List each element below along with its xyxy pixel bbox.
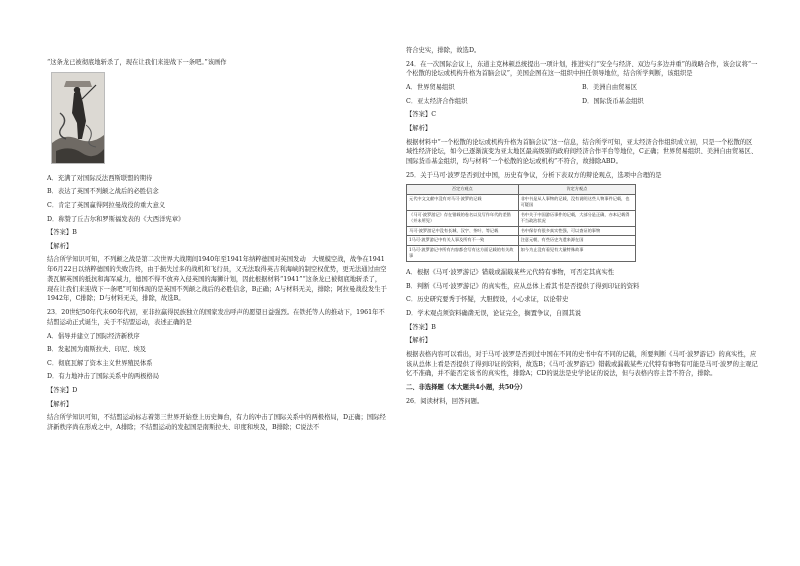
left-column xyxy=(47,58,387,437)
q25-option-d: D．学术观点须资料确凿无误，论证完全，搁置争议，自圆其说 xyxy=(406,309,582,317)
q25-option-a: A．根据《马可·波罗游记》错载或漏载某些元代特有事物，可否定其真实性 xyxy=(406,268,615,276)
q23-answer: 【答案】D xyxy=(47,387,78,395)
prev-analysis-title: 【解析】 xyxy=(47,242,73,250)
q25-stem: 25．关于马可·波罗是否到过中国，历史有争议，分析下表双方的辩论观点，选项中合理的是 xyxy=(406,171,662,179)
prev-option-d: D．称赞了丘吉尔和罗斯福发表的《大西洋宪章》 xyxy=(47,215,185,223)
table-cell: 书中关于中国游历事件的记载，大部分是正确，亦本记载得不当政治状况 xyxy=(518,210,635,226)
q25-option-b: B．判断《马可·波罗游记》的真实性，应从总体上看其书是否提供了得到印证的资料 xyxy=(406,282,640,290)
table-header-cell: 肯定方观点 xyxy=(518,185,635,195)
prev-analysis: 结合所学知识可知，不列颠之战是第二次世界大战期间1940年至1941年纳粹德国对英国发动 大规模空战，战争在1941年6月22日以纳粹德国的失败告终，由于损失过多的战机和飞行员，又无法取得英吉利海峡的制空权优势，更无法通过由空袭瓦解英国的抵抗和海军威力，德国不得不放弃入侵英国的海狮计划，因此根据材料“1941”“这条龙已被彻底地斩杀了，现在让我们来迎战下一条吧”可知体现的是英国不列颠之战后的必胜信念，B正确；A与材料无关，排除；阿拉曼战役发生于1942年，C排除；D与材料无关，排除，故选B。 xyxy=(47,256,387,303)
table-cell: 《马可·波罗游记》存在错载的卷名以及写作年代的差错（并未所见） xyxy=(407,210,519,226)
table-cell: 如今为止没有看见有大量特殊故事 xyxy=(518,245,635,261)
q24-option-c: C．亚太经济合作组织 xyxy=(406,97,468,105)
table-cell: 元代中文文献中没有对马可·波罗的记载 xyxy=(407,194,519,210)
table-row xyxy=(407,194,636,210)
q24-answer: 【答案】C xyxy=(406,111,437,119)
political-cartoon-image xyxy=(51,72,105,164)
q25-answer: 【答案】B xyxy=(406,323,436,331)
table-cell: 注意元朝，有些历史为遗来源在国 xyxy=(518,236,635,246)
q26-stem: 26．阅读材料，回答问题。 xyxy=(406,397,484,405)
table-header-cell: 否定方观点 xyxy=(407,185,519,195)
q23-option-c: C．彻底瓦解了资本主义世界殖民体系 xyxy=(47,359,153,367)
prev-option-b: B．表达了英国不列颠之战后的必胜信念 xyxy=(47,188,159,196)
table-cell: 书中保存有很多真实性强，可以查证的事物 xyxy=(518,226,635,236)
q24-option-a: A．世界贸易组织 xyxy=(406,84,455,92)
q23-option-d: D．有力地冲击了国际关系中的两极格局 xyxy=(47,373,160,381)
continued-text: 符合史实，排除，故选D。 xyxy=(406,47,481,54)
table-cell: 1马可·波罗游记中所有内容都会写有这方面记载的有关故事 xyxy=(407,245,519,261)
q23-stem: 23．20世纪50年代末60年代初，亚非拉赢得民族独立的国家发出呼声的愿望日益强烈。在铁托等人的推动下，1961年不结盟运动正式诞生，关于不结盟运动，表述正确的是 xyxy=(47,309,385,326)
q23-analysis-title: 【解析】 xyxy=(47,400,73,408)
table-cell: 非中书是从人事物的记载，没有说明这些人物事件记载，也可疑国 xyxy=(518,194,635,210)
prev-answer: 【答案】B xyxy=(47,229,77,237)
table-row xyxy=(407,226,636,236)
table-cell: 1马可·波罗游记中有关人事及所有不一致 xyxy=(407,236,519,246)
q24-option-b: B．美洲自由贸易区 xyxy=(582,84,638,92)
table-cell: 马可·波罗游记中没有长城、汉字、茶叶、等记载 xyxy=(407,226,519,236)
right-column xyxy=(406,46,758,410)
q25-viewpoint-table xyxy=(406,184,636,262)
prev-option-c: C．肯定了英国赢得阿拉曼战役的重大意义 xyxy=(47,201,166,209)
q24-stem: 24．在一次国际会议上，东道主克林顿总统提出一项计划，推进实行“安全与经济、双边与多边并重”的战略合作，该会议将“一个松散的论坛或机构升格为首脑会议”，美国企图在这一组织中担任领导地位，结合所学判断，该组织是 xyxy=(406,60,758,78)
q25-analysis-title: 【解析】 xyxy=(406,337,432,345)
q24-analysis-title: 【解析】 xyxy=(406,124,432,132)
table-row xyxy=(407,236,636,246)
prev-option-a: A．充满了对国际反法西斯联盟的期待 xyxy=(47,174,153,182)
question-intro: “这条龙已被彻底地斩杀了，现在让我们来迎战下一条吧。”该画作 xyxy=(47,59,227,66)
q23-analysis: 结合所学知识可知，不结盟运动标志着第三世界开始登上历史舞台，有力的冲击了国际关系中的两极格局，D正确；国际经济新秩序尚在形成之中，A排除；不结盟运动的发起国是南斯拉夫、印度和埃及，B排除；C说法不 xyxy=(47,414,386,432)
table-header-row xyxy=(407,185,636,195)
section-heading: 二、非选择题（本大题共4小题，共50分） xyxy=(406,383,527,391)
q25-analysis: 根据表格内容可以看出，对于马可·波罗是否到过中国在不同的史书中有不同的记载，所要判断《马可·波罗游记》的真实性，应该从总体上看是否提供了得到印证的资料，故选B；《马可·波罗游记》错载或漏载某些元代特有事物有可能是马可·波罗的主观记忆不准确，并不能否定该书的真实性，排除A；CD的说法是史学论证的说法，但与表格内容主旨不符合，排除。 xyxy=(406,350,758,378)
q24-analysis: 根据材料中“一个松散的论坛或机构升格为首脑会议”这一信息，结合所学可知，亚太经济合作组织成立初，只是一个松散的区域性经济论坛，如今已逐渐演变为亚太地区最高级别的政府间经济合作平台等地位，C正确；世界贸易组织、美洲自由贸易区、国际货币基金组织，均与材料“一个松散的论坛或机构”不符合，故排除ABD。 xyxy=(406,138,758,166)
q23-option-b: B．发起国为南斯拉夫、印尼、埃及 xyxy=(47,346,147,354)
q24-option-d: D．国际货币基金组织 xyxy=(582,97,644,105)
table-row xyxy=(407,210,636,226)
q23-option-a: A．倡导并建立了国际经济新秩序 xyxy=(47,332,140,340)
table-row xyxy=(407,245,636,261)
q24-options-row-1 xyxy=(406,83,758,93)
q24-options-row-2 xyxy=(406,97,758,107)
q25-option-c: C．历史研究要秀于怀疑，大胆假设，小心求证，以论带史 xyxy=(406,296,569,304)
